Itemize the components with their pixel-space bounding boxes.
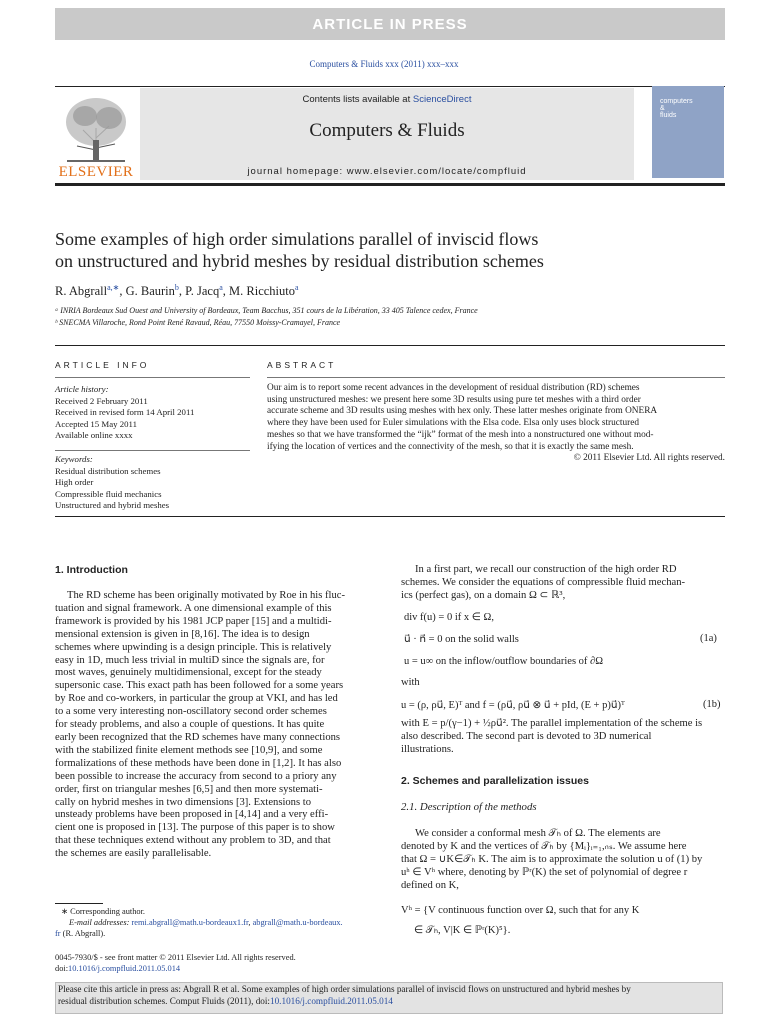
author-name[interactable]: , P. Jacq [178,284,220,299]
subsection-heading: 2.1. Description of the methods [401,801,537,813]
front-matter: 0045-7930/$ - see front matter © 2011 Elsevier Ltd. All rights reserved. doi:10.1016/j.compfluid.2011.05.014 [55,953,296,973]
equation-1: div f(u) = 0 if x ∈ Ω, [404,612,494,623]
keyword: High order [55,477,94,487]
history-item: Available online xxxx [55,430,133,440]
divider [267,377,725,378]
abstract-body: Our aim is to report some recent advances in the development of residual distribution (RD) schemes using unstructured meshes: we present here some 3D results using pure tet meshes with a third order accurate scheme and 3D results using meshes with hex only. These latter meshes originate from ONERA where they have been used for Euler simulations with the Elsa code. Elsa only uses block structured meshes so that we have transformed the “ijk” format of the mesh into a nonstructured one without mod- ifying the location of vertices and the connectivity of the mesh, so that it is exactly the same mesh. © 2011 Elsevier Ltd. All rights reserved. [267,383,725,464]
with-text: with [401,677,420,688]
after-equation-text: with E = p/(γ−1) + ½ρu⃗². The parallel implementation of the scheme is also described. The second part is devoted to 3D numerical illustrations. [401,718,703,755]
equation-5: Vʰ = {V continuous function over Ω, such that for any K [401,905,640,916]
cover-title: computers & fluids [660,98,693,119]
keywords: Keywords: Residual distribution schemes High order Compressible fluid mechanics Unstructured and hybrid meshes [55,454,250,512]
copyright: © 2011 Elsevier Ltd. All rights reserved. [573,453,725,464]
journal-name: Computers & Fluids [309,120,465,141]
article-title: Some examples of high order simulations parallel of inviscid flows on unstructured and hybrid meshes by residual distribution schemes [55,229,544,271]
equation-2: u⃗ · n⃗ = 0 on the solid walls [404,634,519,645]
publisher-name: ELSEVIER [58,164,134,180]
sciencedirect-link[interactable]: ScienceDirect [412,94,472,105]
equation-4: u = (ρ, ρu⃗, E)ᵀ and f = (ρu⃗, ρu⃗ ⊗ u⃗ + pId, (E + p)u⃗)ᵀ [401,700,625,711]
corresponding-author: ∗ Corresponding author. [61,907,146,916]
keyword: Compressible fluid mechanics [55,488,162,499]
author-name[interactable]: R. Abgrall [55,284,108,299]
journal-homepage[interactable]: journal homepage: www.elsevier.com/locate/compfluid [247,166,527,177]
abstract-heading: ABSTRACT [267,360,337,370]
intro-continued: In a first part, we recall our construction of the high order RD schemes. We consider the equations of compressible fluid mechan- ics (perfect gas), on a domain Ω ⊂ ℝ³, [401,564,686,601]
contents-prefix: Contents lists available at [302,94,413,105]
affiliation-a: ᵃ INRIA Bordeaux Sud Ouest and University of Bordeaux, Team Bacchus, 351 cours de la Libération, 33 405 Talence cedex, France [55,306,478,315]
equation-number: (1a) [700,633,717,644]
contents-line [140,94,634,105]
keyword: Residual distribution schemes [55,465,161,476]
article-in-press-banner: ARTICLE IN PRESS [55,8,725,40]
header-rule [55,183,725,186]
divider [55,345,725,346]
divider [55,516,725,517]
divider [55,377,250,378]
affiliation-b: ᵇ SNECMA Villaroche, Rond Point René Ravaud, Réau, 77550 Moissy-Cramayel, France [55,318,341,327]
history-item: Accepted 15 May 2011 [55,418,137,429]
author-name[interactable]: , G. Baurin [119,284,175,299]
author-name[interactable]: , M. Ricchiuto [222,284,295,299]
footnotes: ∗ Corresponding author. E-mail addresses: remi.abgrall@math.u-bordeaux1.fr, abgrall@math.u-bordeaux. fr (R. Abgrall). [55,906,380,939]
journal-citation[interactable]: Computers & Fluids xxx (2011) xxx–xxx [309,59,459,69]
section-heading: 1. Introduction [55,564,128,576]
article-history: Article history: Received 2 February 2011 Received in revised form 14 April 2011 Accepted 15 May 2011 Available online xxxx [55,384,250,442]
doi-link[interactable]: 10.1016/j.compfluid.2011.05.014 [68,964,181,973]
equation-3: u = u∞ on the inflow/outflow boundaries of ∂Ω [404,656,604,667]
doi-link[interactable]: 10.1016/j.compfluid.2011.05.014 [269,996,393,1006]
footnote-rule [55,903,103,904]
history-item: Received in revised form 14 April 2011 [55,407,195,417]
email-link[interactable]: abgrall@math.u-bordeaux. [252,918,343,927]
article-info-heading: ARTICLE INFO [55,360,150,370]
keyword: Unstructured and hybrid meshes [55,500,170,510]
history-item: Received 2 February 2011 [55,395,148,406]
section-heading: 2. Schemes and parallelization issues [401,775,589,787]
methods-text: We consider a conformal mesh 𝒯ₕ of Ω. The elements are denoted by K and the vertices of 𝒯ₕ by {Mᵢ}ᵢ₌₁,ₙₛ. We assume here that Ω = ∪K∈𝒯ₕ K. The aim is to approximate the solution u of (1) by uʰ ∈ Vʰ where, denoting by ℙʳ(K) the set of polynomial of degree r defined on K, [401,828,703,891]
introduction-text: The RD scheme has been originally motivated by Roe in his fluc- tuation and signal framework. A one dimensional example of this framework is provided by his 1981 JCP paper [15] and a multidi- mensional extension is given in [8,16]. The idea is to design schemes where upwinding is a design principle. This is relatively easy in 1D, much less trivial in multiD since the signals are, for most waves, genuinely multidimensional, except for the steady supersonic case. This exact path has been followed for a some years by Roe and co-workers, in particular the group at VKI, and has led to a some very interesting non-oscillatory second order schemes for steady problems, and also a couple of questions. It has quite early been recognized that the RD schemes have many connections with the stabilized finite element methods see [10,9], and some formalizations of these methods have been done in [1,2]. It has also been possible to increase the accuracy from second to a priory any order, first on triangular meshes [6,5] and then more systemati- cally on hybrid meshes in two dimensions [3]. Extensions to unsteady problems have been proposed in [4,14] and a very effi- cient one is proposed in [13]. The purpose of this paper is to show that these techniques extend without any problem to 3D, and that the schemes are easily parallelisable. [55,590,346,860]
equation-number: (1b) [703,699,721,710]
cite-this-article-box: Please cite this article in press as: Abgrall R et al. Some examples of high order simulations parallel of inviscid flows on unstructured and hybrid meshes by residual distribution schemes. Comput Fluids (2011), doi:10.1016/j.compfluid.2011.05.014 [55,982,723,1014]
equation-6: ∈ 𝒯ₕ, V|K ∈ ℙʳ(K)⁵}. [414,925,511,936]
author-list: R. Abgrall$^{a,∗}$, G. Baurin$^b$, P. Jacq$^a$, M. Ricchiuto$^a$ [55,283,299,299]
divider [55,450,250,451]
email-link[interactable]: remi.abgrall@math.u-bordeaux1.fr [131,918,249,927]
